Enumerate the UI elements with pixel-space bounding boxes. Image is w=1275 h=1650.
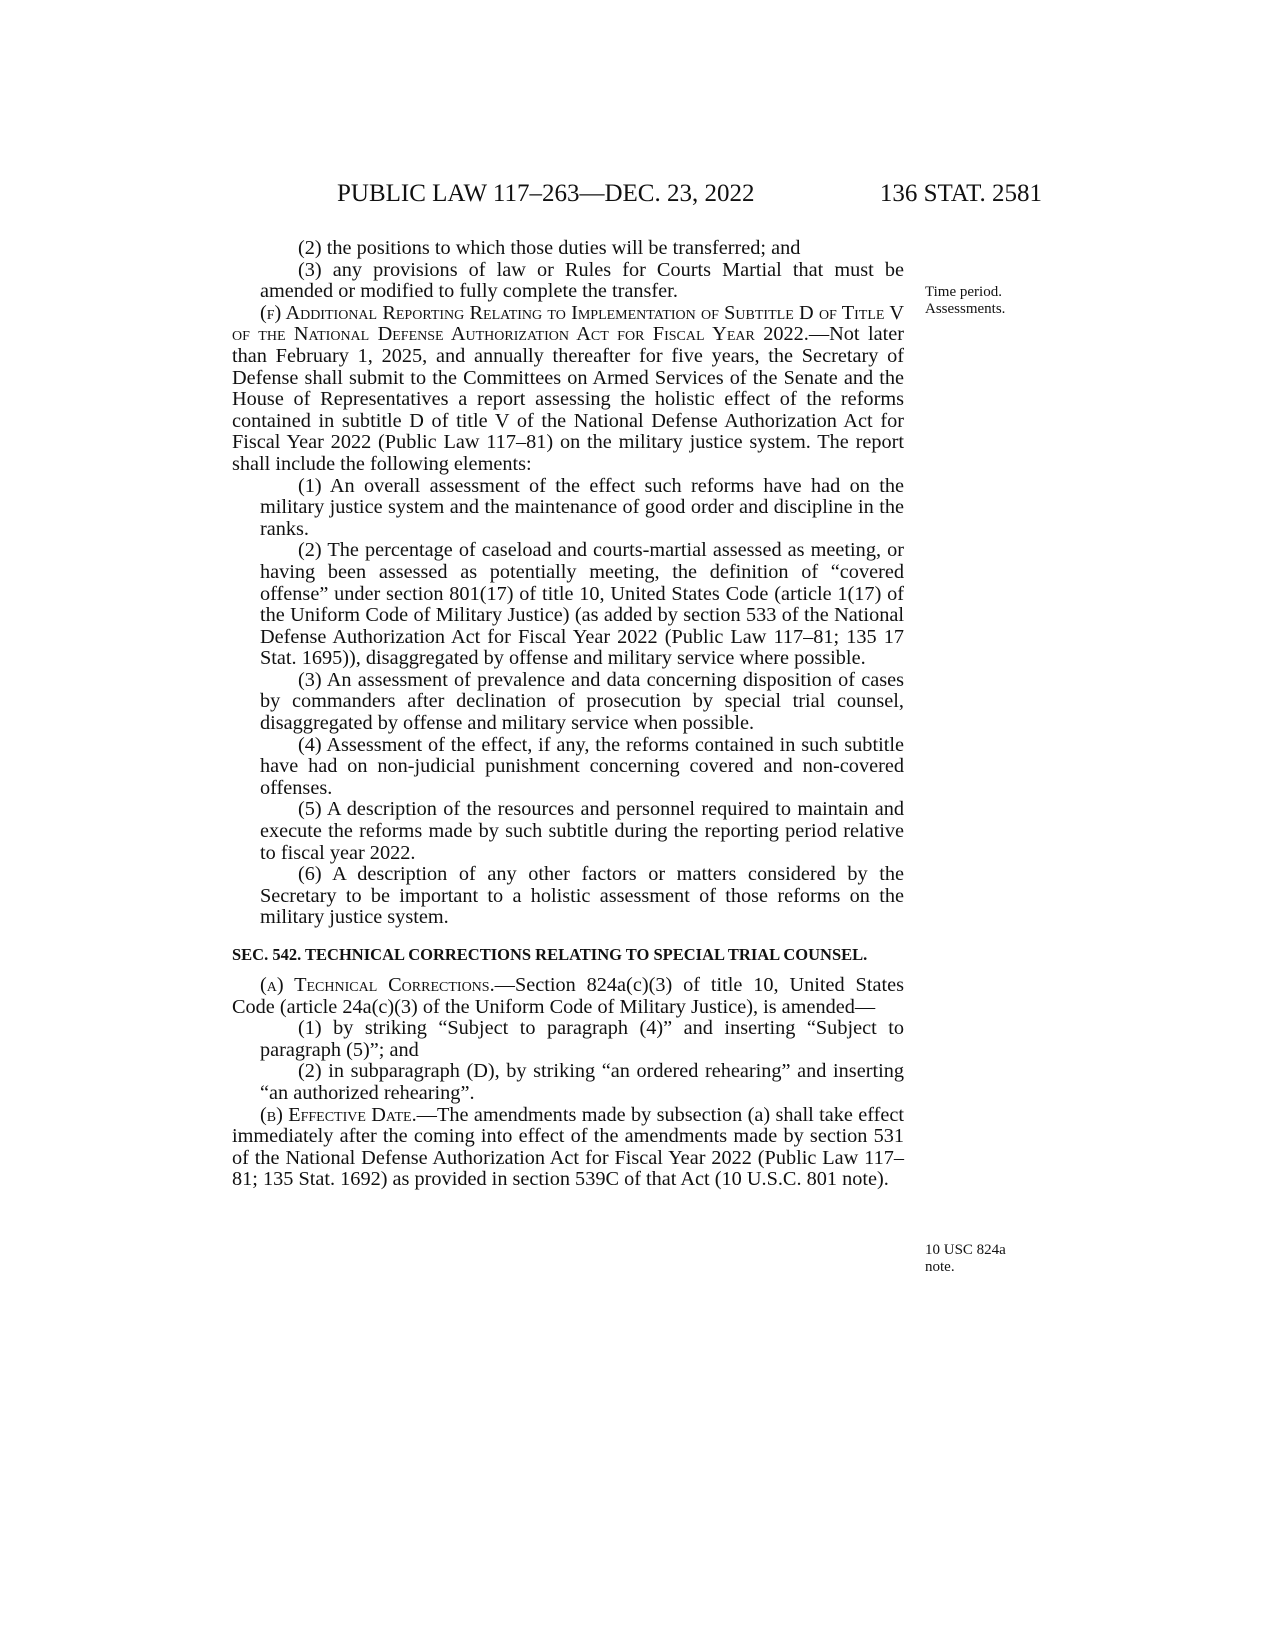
subsection-b-heading: (b) Effective Date. bbox=[260, 1103, 417, 1126]
subsection-a bbox=[232, 975, 904, 1018]
subsection-b-text: —The amendments made by subsection (a) shall take effect immediately after the coming into effect of the amendments made by section 531 of the National Defense Authorization Act for Fiscal Year 2022 (Public Law 117–81; 135 Stat. 1692) as provided in section 539C of that Act (10 U.S.C. 801 note). bbox=[232, 1103, 905, 1191]
margin-note-time-period: Time period. Assessments. bbox=[925, 284, 1006, 317]
statute-page-number: 136 STAT. 2581 bbox=[879, 180, 1042, 207]
page-header bbox=[232, 180, 1042, 220]
item-f6: (6) A description of any other factors or matters considered by the Secretary to be important to a holistic assessment of those reforms on the military justice system. bbox=[260, 863, 904, 929]
subsection-f-text: —Not later than February 1, 2025, and annually thereafter for five years, the Secretary of Defense shall submit to the Committees on Armed Services of the Senate and the House of Representatives a report assessing the holistic effect of the reforms contained in subtitle D of title V of the National Defense Authorization Act for Fiscal Year 2022 (Public Law 117–81) on the military justice system. The report shall include the following elements: bbox=[232, 323, 904, 475]
item-f3: (3) An assessment of prevalence and data concerning disposition of cases by commanders after declination of prosecution by special trial counsel, disaggregated by offense and military service when possible. bbox=[260, 668, 904, 735]
item-f2: (2) The percentage of caseload and courts-martial assessed as meeting, or having been assessed as potentially meeting, the definition of “covered offense” under section 801(17) of title 10, United States Code (article 1(17) of the Uniform Code of Military Justice) (as added by section 533 of the National Defense Authorization Act for Fiscal Year 2022 (Public Law 117–81; 135 17 Stat. 1695)), disaggregated by offense and military service where possible. bbox=[260, 539, 904, 670]
section-542-heading: SEC. 542. TECHNICAL CORRECTIONS RELATING TO SPECIAL TRIAL COUNSEL. bbox=[232, 945, 868, 964]
subsection-f bbox=[232, 303, 904, 476]
margin-note-usc: 10 USC 824a note. bbox=[925, 1242, 1006, 1275]
subsection-f-heading: (f) Additional Reporting Relating to Implementation of Subtitle D of Title V of the National Defense Authorization Act for Fiscal Year 2022. bbox=[232, 301, 904, 346]
paragraph-e2: (2) the positions to which those duties will be transferred; and bbox=[298, 237, 801, 259]
subsection-b bbox=[232, 1105, 904, 1191]
document-body bbox=[232, 238, 904, 1191]
page-title: PUBLIC LAW 117–263—DEC. 23, 2022 bbox=[337, 180, 755, 207]
subsection-a-text: —Section 824a(c)(3) of title 10, United States Code (article 24a(c)(3) of the Uniform Code of Military Justice), is amended— bbox=[232, 974, 904, 1018]
item-f4: (4) Assessment of the effect, if any, the reforms contained in such subtitle have had on non-judicial punishment concerning covered and non-covered offenses. bbox=[260, 733, 904, 799]
item-a2: (2) in subparagraph (D), by striking “an ordered rehearing” and inserting “an authorized rehearing”. bbox=[260, 1060, 904, 1104]
subsection-a-heading: (a) Technical Corrections. bbox=[260, 974, 495, 996]
item-f1: (1) An overall assessment of the effect such reforms have had on the military justice system and the maintenance of good order and discipline in the ranks. bbox=[260, 474, 904, 540]
item-a1: (1) by striking “Subject to paragraph (4)” and inserting “Subject to paragraph (5)”; and bbox=[260, 1017, 904, 1061]
item-f5: (5) A description of the resources and personnel required to maintain and execute the reforms made by such subtitle during the reporting period relative to fiscal year 2022. bbox=[260, 798, 904, 864]
paragraph-e3: (3) any provisions of law or Rules for Courts Martial that must be amended or modified to fully complete the transfer. bbox=[260, 258, 904, 303]
